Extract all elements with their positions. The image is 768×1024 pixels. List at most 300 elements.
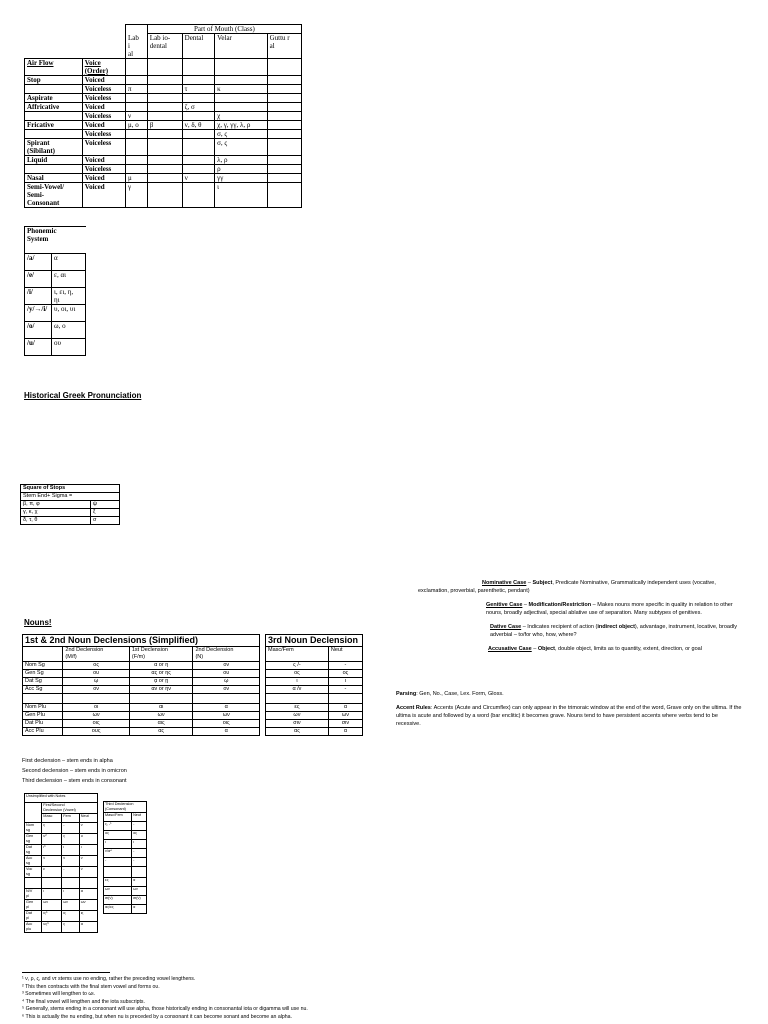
ending-cell: οις <box>63 720 129 728</box>
air-flow-cell: Affricative <box>25 102 83 111</box>
case-label: Acc sg <box>25 856 42 867</box>
ending-cell: ον <box>193 686 260 694</box>
unsimp-row <box>104 840 147 849</box>
ending-cell: υ <box>79 834 97 845</box>
phonemic-row <box>25 254 86 271</box>
ending-cell: ων <box>63 712 129 720</box>
phonemic-row <box>25 305 86 322</box>
header-row <box>104 813 147 822</box>
case-label: Acc Sg <box>23 686 63 694</box>
voice-cell: Voiceless <box>82 84 125 93</box>
ending-cell: ν/α⁴ <box>104 849 132 858</box>
case-name: Genitive Case <box>486 602 523 608</box>
unsimp-row <box>104 905 147 914</box>
ending-cell: ες <box>104 878 132 887</box>
header-row <box>266 647 363 662</box>
sound-cell <box>147 111 182 120</box>
footnotes <box>22 976 308 1022</box>
ending-cell: ων <box>328 712 362 720</box>
case-label: Nom Plu <box>23 704 63 712</box>
sound-cell: σ, ς <box>215 138 268 155</box>
sound-cell <box>126 102 148 111</box>
col-header: Masc/Fem <box>104 813 132 822</box>
table-cell <box>104 867 132 878</box>
ending-cell: ων <box>129 712 193 720</box>
square-subtitle: Stem End+ Sigma = <box>21 493 120 501</box>
declension-row <box>266 662 363 670</box>
ending-cell: α <box>193 728 260 736</box>
table-cell <box>182 58 214 75</box>
case-description <box>418 645 738 653</box>
voice-cell: Voiceless <box>82 138 125 155</box>
ending-cell: ων <box>79 900 97 911</box>
sound-cell: ν <box>182 173 214 182</box>
case-label: Nom sg <box>25 823 42 834</box>
title-row <box>104 793 147 802</box>
sound-cell <box>147 182 182 207</box>
sound-cell <box>182 129 214 138</box>
ending-cell: σι(ν) <box>132 896 147 905</box>
decl-note: First declension – stem ends in alpha <box>22 758 113 764</box>
sound-cell: σ, ς <box>215 129 268 138</box>
sound-cell <box>182 138 214 155</box>
table-cell <box>267 58 301 75</box>
table-cell <box>62 878 80 889</box>
decl12-title: 1st & 2nd Noun Declensions (Simplified) <box>23 635 260 647</box>
table-cell <box>126 25 148 34</box>
phoneme-cell: /o/ <box>25 322 52 339</box>
sound-cell <box>126 164 148 173</box>
sound-cell <box>147 173 182 182</box>
phonetic-row <box>25 93 302 102</box>
table-cell <box>79 878 97 889</box>
case-description <box>418 601 738 617</box>
table-cell <box>266 694 329 704</box>
ending-cell: - <box>62 823 80 834</box>
ending-cell: αι <box>129 704 193 712</box>
table-cell <box>63 694 129 704</box>
ending-cell: ας <box>266 728 329 736</box>
result-cell: ψ <box>91 501 120 509</box>
ending-cell: αν or ην <box>129 686 193 694</box>
ending-cell: ᾳ or ῃ <box>129 678 193 686</box>
square-row <box>21 517 120 525</box>
case-label: Gen Sg <box>23 670 63 678</box>
col-header: Neut <box>132 813 147 822</box>
header-row <box>25 58 302 75</box>
sound-cell <box>126 75 148 84</box>
header-row <box>25 34 302 59</box>
ending-cell: α <box>328 704 362 712</box>
ending-cell: ι <box>62 889 80 900</box>
col-header: 1st Declension (F/m) <box>129 647 193 662</box>
ending-cell: υ² <box>42 834 62 845</box>
ending-cell: οις <box>193 720 260 728</box>
phonetic-row <box>25 102 302 111</box>
case-label: Gen pl <box>25 900 42 911</box>
ending-cell: ις <box>79 911 97 922</box>
case-text: – Subject, Predicate Nominative, Grammatically independent uses (vocative, exclamation, proverbial, parenthetic, pendant) <box>418 580 716 594</box>
table-cell <box>25 878 42 889</box>
ending-cell: - <box>328 662 362 670</box>
footnote: ¹ ν, ρ, ς, and ντ stems use no ending, rather the preceding vowel lengthens. <box>22 976 196 982</box>
header-row <box>104 802 147 813</box>
letters-cell: ω, ο <box>52 322 86 339</box>
unsimp-title: Unsimplified with Notes <box>25 794 98 803</box>
unsimp-row <box>104 831 147 840</box>
ending-cell: ος <box>132 831 147 840</box>
unsimplified-consonant-table <box>103 793 147 914</box>
accent-label: Accent Rules <box>396 705 431 711</box>
sound-cell <box>182 111 214 120</box>
phonemic-row <box>25 288 86 305</box>
sound-cell <box>147 138 182 155</box>
sound-cell <box>267 75 301 84</box>
table-cell <box>129 694 193 704</box>
unsimp-row <box>25 856 98 867</box>
ending-cell: ν <box>79 823 97 834</box>
sound-cell: ν <box>126 111 148 120</box>
nouns-heading: Nouns! <box>24 618 52 627</box>
case-label: Gen Plu <box>23 712 63 720</box>
sound-cell <box>126 155 148 164</box>
sound-cell: κ <box>215 84 268 93</box>
voice-cell: Voiced <box>82 120 125 129</box>
sound-cell <box>215 93 268 102</box>
air-flow-cell: Liquid <box>25 155 83 164</box>
ending-cell: ας/ες <box>104 905 132 914</box>
declension-row <box>266 678 363 686</box>
case-label: Acc Plu <box>23 728 63 736</box>
place-header: Part of Mouth (Class) <box>147 25 301 34</box>
spacer-row <box>266 694 363 704</box>
case-descriptions <box>418 579 738 659</box>
footnote: ⁴ The final vowel will lengthen and the iota subscripts. <box>22 998 145 1005</box>
table-cell <box>23 694 63 704</box>
sound-cell <box>267 102 301 111</box>
ending-cell: ς <box>62 922 80 933</box>
ending-cell: ς, -¹ <box>104 822 132 831</box>
sound-cell <box>147 84 182 93</box>
col-header: 2nd Declension (N) <box>193 647 260 662</box>
sound-cell <box>267 129 301 138</box>
ending-cell: ν <box>79 856 97 867</box>
sound-cell <box>267 93 301 102</box>
declension-row <box>23 728 260 736</box>
declension-row <box>266 686 363 694</box>
phonetic-chart <box>24 24 302 208</box>
ending-cell: ων <box>62 900 80 911</box>
sound-cell: τ <box>182 84 214 93</box>
phoneme-cell: /u/ <box>25 339 52 356</box>
ending-cell: - <box>62 867 80 878</box>
declension-row <box>23 712 260 720</box>
sound-cell: γ <box>126 182 148 207</box>
ending-cell: αις <box>129 720 193 728</box>
case-description <box>418 579 738 595</box>
spacer-row <box>23 694 260 704</box>
sound-cell: ι <box>215 182 268 207</box>
ending-cell: ε <box>42 867 62 878</box>
accent-text: : Accents (Acute and Circumflex) can only appear in the trimoraic window at the end of the word, Grave only on the ultima. If the ultima is acute and followed by a word (bar enclitic) it becomes grave. Nouns tend to have persistent accents where verbs tend to be recessive. <box>396 705 742 727</box>
unsimp-row <box>104 878 147 887</box>
unsimp-row <box>25 867 98 878</box>
case-label: Dat Plu <box>23 720 63 728</box>
col-labiodental: Lab io- dental <box>147 34 182 59</box>
declension-row <box>266 712 363 720</box>
ending-cell: ι <box>132 840 147 849</box>
phoneme-cell: /y/→/i/ <box>25 305 52 322</box>
ending-cell: ων <box>42 900 62 911</box>
sound-cell <box>267 84 301 93</box>
phonetic-row <box>25 111 302 120</box>
case-name: Dative Case <box>490 624 522 630</box>
sound-cell <box>267 120 301 129</box>
phonetic-row <box>25 173 302 182</box>
col-header: Neut <box>79 814 97 823</box>
letters-cell: α <box>52 254 86 271</box>
sound-cell <box>215 102 268 111</box>
phonemic-row <box>25 339 86 356</box>
ending-cell: ας or ης <box>129 670 193 678</box>
title-row <box>266 635 363 647</box>
voice-cell: Voiced <box>82 75 125 84</box>
square-title: Square of Stops <box>21 485 120 493</box>
voice-cell: Voiced <box>82 182 125 207</box>
air-flow-cell: Stop <box>25 75 83 84</box>
sound-cell: λ, ρ <box>215 155 268 164</box>
ending-cell: ος <box>328 670 362 678</box>
sound-cell <box>267 155 301 164</box>
declension-row <box>266 670 363 678</box>
declension-row <box>266 720 363 728</box>
letters-cell: υ, οι, υι <box>52 305 86 322</box>
air-flow-header: Air Flow <box>25 58 83 75</box>
ending-cell: α <box>79 889 97 900</box>
ending-cell: ῳ <box>63 678 129 686</box>
parsing-label: Parsing <box>396 691 417 697</box>
ending-cell: α <box>132 905 147 914</box>
unsimp-row <box>25 911 98 922</box>
ending-cell: ν <box>42 856 62 867</box>
sound-cell: ν, δ, θ <box>182 120 214 129</box>
unsimp-row <box>25 889 98 900</box>
table-cell <box>147 58 182 75</box>
sound-cell <box>147 129 182 138</box>
ending-cell: ι <box>328 678 362 686</box>
ending-cell: σιν <box>328 720 362 728</box>
ending-cell: - <box>104 858 132 867</box>
ending-cell: ους <box>63 728 129 736</box>
ending-cell: ου <box>193 670 260 678</box>
footnote: ³ Sometimes will lengthen to ωι. <box>22 991 95 998</box>
case-label: N/V pl <box>25 889 42 900</box>
air-flow-cell <box>25 164 83 173</box>
header-row <box>21 493 120 501</box>
sound-cell <box>267 182 301 207</box>
table-cell <box>23 647 63 662</box>
phonetic-row <box>25 129 302 138</box>
square-of-stops-table <box>20 484 120 525</box>
air-flow-cell <box>25 129 83 138</box>
phoneme-cell: /i/ <box>25 288 52 305</box>
case-description <box>418 623 738 639</box>
unsimp-row <box>104 858 147 867</box>
case-label: Dat pl <box>25 911 42 922</box>
col-labial: Lab i al <box>126 34 148 59</box>
title-row <box>25 794 98 803</box>
ending-cell: α <box>328 728 362 736</box>
sound-cell <box>267 138 301 155</box>
air-flow-cell: Aspirate <box>25 93 83 102</box>
table-cell <box>42 878 62 889</box>
square-row <box>21 509 120 517</box>
air-flow-cell: Nasal <box>25 173 83 182</box>
ending-cell: ος <box>266 670 329 678</box>
case-label: Gen sg <box>25 834 42 845</box>
phonemic-title: Phonemic System <box>25 227 86 254</box>
unsimp-row <box>104 887 147 896</box>
sound-cell: μ, ο <box>126 120 148 129</box>
ending-cell: ι <box>266 678 329 686</box>
col-header: Masc <box>42 814 62 823</box>
third-declension-table <box>265 634 363 736</box>
ending-cell: ος <box>63 662 129 670</box>
phonetic-row <box>25 155 302 164</box>
sound-cell <box>126 138 148 155</box>
table-cell <box>25 34 126 59</box>
table-cell <box>328 694 362 704</box>
sound-cell <box>215 75 268 84</box>
phonemic-system-table <box>24 226 86 356</box>
ending-cell: ι <box>79 845 97 856</box>
phonetic-row <box>25 75 302 84</box>
sound-cell <box>147 164 182 173</box>
sound-cell <box>147 93 182 102</box>
ending-cell: ς /- <box>266 662 329 670</box>
case-label: Voc sg <box>25 867 42 878</box>
air-flow-cell <box>25 84 83 93</box>
letters-cell: ε, αι <box>52 271 86 288</box>
ending-cell: ι <box>42 889 62 900</box>
air-flow-cell <box>25 111 83 120</box>
phoneme-cell: /e/ <box>25 271 52 288</box>
case-label: Dat Sg <box>23 678 63 686</box>
sound-cell: χ <box>215 111 268 120</box>
header-row <box>21 485 120 493</box>
unsimp-row <box>25 900 98 911</box>
sound-cell <box>147 75 182 84</box>
case-text: – Object, double object, limits as to quantity, extent, direction, or goal <box>531 646 702 652</box>
ending-cell: ες <box>266 704 329 712</box>
declension-row <box>23 720 260 728</box>
sound-cell <box>182 93 214 102</box>
ending-cell: σι(ν) <box>104 896 132 905</box>
ending-cell: ων <box>266 712 329 720</box>
table-cell <box>104 793 147 802</box>
letters-cell: ι, ει, η, ηι <box>52 288 86 305</box>
ending-cell: ι <box>62 845 80 856</box>
accent-rule <box>396 704 744 728</box>
ending-cell: ας <box>129 728 193 736</box>
table-cell <box>193 694 260 704</box>
spacer-row <box>104 867 147 878</box>
ending-cell: ον <box>193 662 260 670</box>
voice-cell: Voiceless <box>82 129 125 138</box>
ending-cell: α or η <box>129 662 193 670</box>
ending-cell: ς <box>62 834 80 845</box>
phonetic-row <box>25 182 302 207</box>
title-row <box>23 635 260 647</box>
decl-note: Third declension – stem ends in consonant <box>22 778 127 784</box>
sound-cell <box>267 173 301 182</box>
sound-cell <box>182 164 214 173</box>
ending-cell: ς <box>42 823 62 834</box>
air-flow-cell: Spirant (Sibilant) <box>25 138 83 155</box>
footnote: ⁶ This is actually the nu ending, but when nu is preceded by a consonant it can become sonant and become an alpha. <box>22 1013 292 1020</box>
voice-cell: Voiceless <box>82 111 125 120</box>
declension-row <box>23 662 260 670</box>
sound-cell: β <box>147 120 182 129</box>
col-header: Masc/Fem <box>266 647 329 662</box>
ending-cell: - <box>132 858 147 867</box>
case-text: – Modification/Restriction – Makes nouns more specific in quality in relation to other nouns, broadly adjectival, special ablative use of separation. Many subtypes of genitives. <box>486 602 733 616</box>
declension-row <box>23 704 260 712</box>
ending-cell: - <box>132 822 147 831</box>
case-label: Nom Sg <box>23 662 63 670</box>
table-cell <box>25 803 42 823</box>
phonetic-row <box>25 120 302 129</box>
ending-cell: ον <box>63 686 129 694</box>
unsimp-row <box>25 823 98 834</box>
ending-cell: ων <box>104 887 132 896</box>
col-guttural: Guttu r al <box>267 34 301 59</box>
phonetic-row <box>25 84 302 93</box>
stem-end-cell: β, π, φ <box>21 501 91 509</box>
voice-cell: Voiceless <box>82 164 125 173</box>
ending-cell: ι³ <box>42 845 62 856</box>
grammar-rules <box>396 690 744 734</box>
table-cell <box>126 58 148 75</box>
declension-row <box>23 670 260 678</box>
sound-cell <box>147 155 182 164</box>
sound-cell <box>126 129 148 138</box>
ending-cell: ις <box>62 911 80 922</box>
col-velar: Velar <box>215 34 268 59</box>
ending-cell: ις⁵ <box>42 911 62 922</box>
voice-cell: Voiced <box>82 173 125 182</box>
col-header: First/Second Declension (Vowel) <box>42 803 98 814</box>
spacer-row <box>25 878 98 889</box>
ending-cell: ν <box>79 867 97 878</box>
sound-cell: χ, γ, γγ, λ, ρ <box>215 120 268 129</box>
ending-cell: οι <box>63 704 129 712</box>
declension-row <box>23 678 260 686</box>
col-header: Neut <box>328 647 362 662</box>
phonemic-row <box>25 271 86 288</box>
footnote: ⁵ Generally, stems ending in a consonant will use alpha, those historically ending in consonantal iota or digamma will use nu. <box>22 1006 308 1013</box>
stem-end-cell: γ, κ, χ <box>21 509 91 517</box>
air-flow-cell: Semi-Vowel/ Semi- Consonant <box>25 182 83 207</box>
declension-row <box>266 728 363 736</box>
ending-cell: α <box>79 922 97 933</box>
header-row <box>25 227 86 254</box>
unsimp-row <box>25 922 98 933</box>
case-name: Nominative Case <box>482 580 527 586</box>
ending-cell: σιν <box>266 720 329 728</box>
ending-cell: ν <box>62 856 80 867</box>
ending-cell: υς⁶ <box>42 922 62 933</box>
